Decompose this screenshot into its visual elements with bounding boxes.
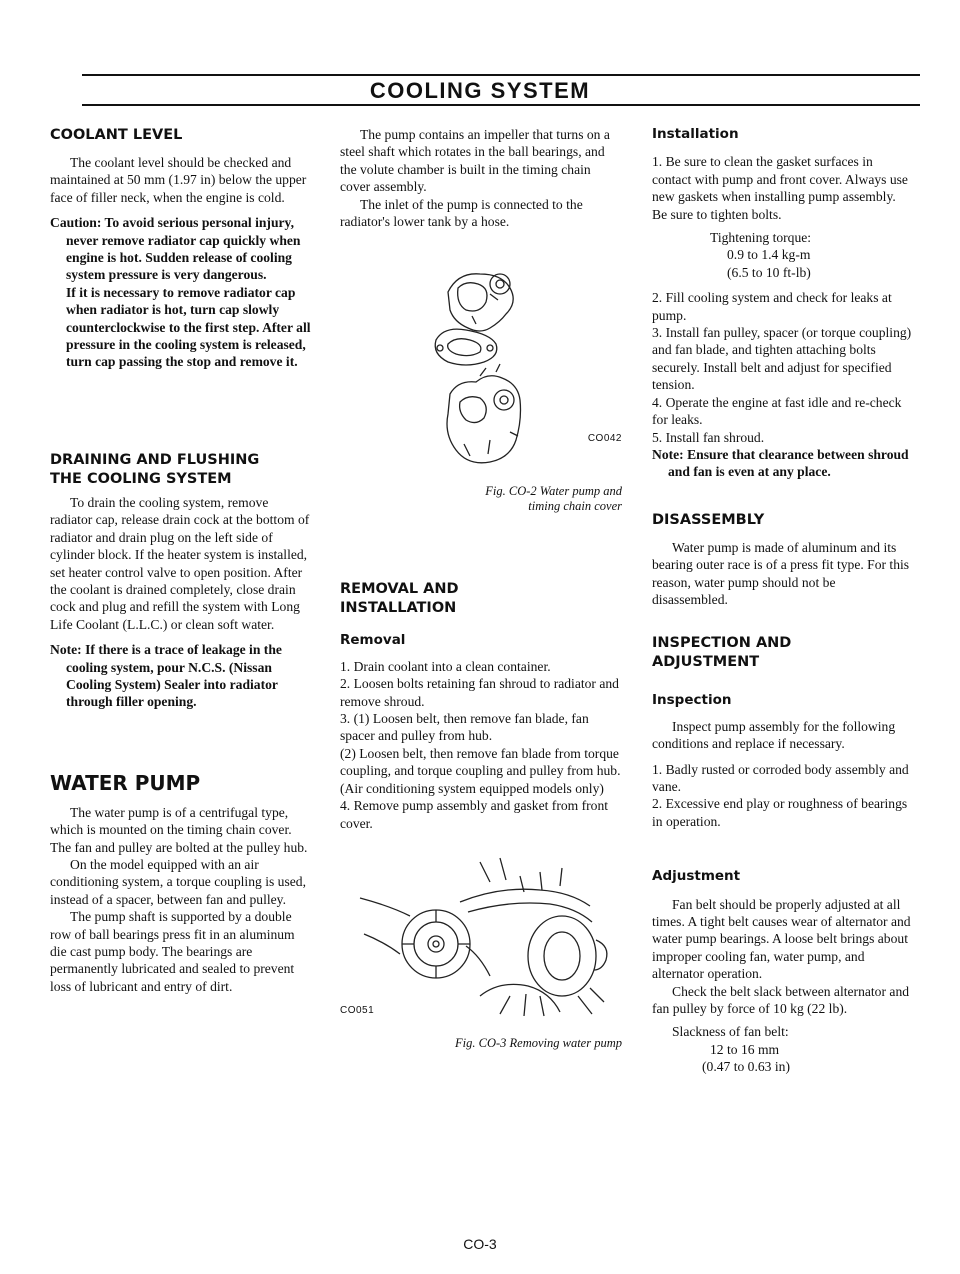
inspection-adjustment-heading-1: INSPECTION AND [652, 635, 792, 652]
inspection-subheading: Inspection [652, 692, 732, 709]
belt-slack-check-text: Check the belt slack between alternator and fan pulley by force of 10 kg (22 lb). [652, 983, 910, 1017]
column-left [50, 126, 312, 995]
draining-text: To drain the cooling system, remove radiator cap, release drain cock at the bottom of radiator and drain plug on the left side of cylinder block. If the heater system is installed, set heater control valve to open position. After the coolant is drained completely, close drain cock and plug and refill the system with Long Life Coolant (L.L.C.) or clean soft water. [50, 494, 310, 632]
tightening-torque-label: Tightening torque: [710, 230, 812, 246]
header-rule-bottom [82, 104, 920, 106]
installation-step-2: 2. Fill cooling system and check for leaks at pump. [652, 290, 892, 323]
installation-heading: Installation [652, 126, 739, 142]
figure-co2-caption-2: timing chain cover [528, 499, 622, 514]
header-rule-top [82, 74, 920, 76]
water-pump-heading: WATER PUMP [50, 770, 201, 795]
installation-step-4: 4. Operate the engine at fast idle and re-check for leaks. [652, 394, 902, 428]
page-number: CO-3 [463, 1236, 497, 1252]
coolant-level-heading: COOLANT LEVEL [50, 127, 183, 143]
adjustment-text: Fan belt should be properly adjusted at all times. A tight belt causes wear of alternator and water pump bearings. A loose belt brings about improper cooling fan, water pump, and alternator operation. [652, 896, 911, 982]
slackness-label: Slackness of fan belt: [672, 1024, 789, 1040]
removal-installation-heading-1: REMOVAL AND [340, 581, 459, 598]
water-pump-timing-cover-drawing [340, 244, 622, 474]
removal-step-4: 4. Remove pump assembly and gasket from front cover. [340, 798, 609, 831]
disassembly-text: Water pump is made of aluminum and its bearing outer race is of a press fit type. For this reason, water pump should not be disassembled. [652, 539, 910, 607]
water-pump-p2: On the model equipped with an air conditioning system, a torque coupling is used, instead of a spacer, between fan and pulley. [50, 856, 306, 907]
pump-impeller-text: The pump contains an impeller that turns on a steel shaft which rotates in the ball bearings, and the volute chamber is built in the timing chain cover assembly. [340, 127, 610, 195]
draining-heading-1: DRAINING AND FLUSHING [50, 451, 260, 468]
figure-co2-code: CO042 [587, 433, 622, 445]
figure-co2-caption-1: Fig. CO-2 Water pump and [485, 484, 622, 499]
installation-step-5: 5. Install fan shroud. [652, 429, 765, 445]
removal-step-1: 1. Drain coolant into a clean container. [340, 658, 551, 674]
removal-step-3a: 3. (1) Loosen belt, then remove fan blade, fan spacer and pulley from hub. [340, 711, 589, 744]
removal-step-3b: (2) Loosen belt, then remove fan blade from torque coupling, and torque coupling and pulley from hub. [340, 745, 621, 779]
figure-co3 [340, 846, 622, 1022]
removal-step-2: 2. Loosen bolts retaining fan shroud to radiator and remove shroud. [340, 676, 619, 709]
figure-co2 [340, 244, 622, 484]
draining-note: Note: If there is a trace of leakage in the cooling system, pour N.C.S. (Nissan Cooling System) Sealer into radiator through filler opening. [50, 642, 282, 710]
coolant-caution-2: If it is necessary to remove radiator cap when radiator is hot, turn cap slowly counterclockwise to the first step. After all pressure in the cooling system is released, turn cap passing the stop and remove it. [66, 284, 311, 370]
page-title: COOLING SYSTEM [369, 78, 591, 103]
inspection-item-1: 1. Badly rusted or corroded body assembly and vane. [652, 761, 909, 794]
removal-subheading: Removal [340, 632, 406, 649]
coolant-caution: Caution: To avoid serious personal injury, never remove radiator cap quickly when engine is hot. Sudden release of cooling system pressure is very dangerous. [50, 215, 301, 283]
column-middle [340, 126, 622, 1051]
installation-note: Note: Ensure that clearance between shroud and fan is even at any place. [652, 446, 909, 480]
column-right [652, 126, 912, 1076]
water-pump-p1: The water pump is of a centrifugal type, which is mounted on the timing chain cover. The fan and pulley are bolted at the pulley hub. [50, 804, 308, 855]
inspection-text: Inspect pump assembly for the following conditions and replace if necessary. [652, 718, 896, 752]
tightening-torque-imperial: (6.5 to 10 ft-lb) [727, 264, 811, 280]
coolant-level-text: The coolant level should be checked and maintained at 50 mm (1.97 in) below the upper face of filler neck, when the engine is cold. [50, 155, 307, 205]
tightening-torque-metric: 0.9 to 1.4 kg-m [727, 247, 811, 263]
removing-water-pump-drawing [340, 846, 622, 1022]
draining-heading-2: THE COOLING SYSTEM [50, 470, 232, 487]
pump-inlet-text: The inlet of the pump is connected to the radiator's lower tank by a hose. [340, 196, 583, 230]
slackness-imperial: (0.47 to 0.63 in) [702, 1059, 790, 1075]
figure-co3-caption: Fig. CO-3 Removing water pump [455, 1035, 622, 1050]
inspection-item-2: 2. Excessive end play or roughness of bearings in operation. [652, 796, 908, 829]
water-pump-p3: The pump shaft is supported by a double row of ball bearings press fit in an aluminum die cast pump body. The bearings are permanently lubricated and sealed to prevent loss of lubricant and entry of dirt. [50, 909, 295, 994]
inspection-adjustment-heading-2: ADJUSTMENT [652, 654, 760, 671]
adjustment-subheading: Adjustment [652, 868, 741, 885]
installation-step-3: 3. Install fan pulley, spacer (or torque coupling) and fan blade, and tighten attaching bolts securely. Install belt and adjust for specified tension. [652, 325, 912, 393]
disassembly-heading: DISASSEMBLY [652, 511, 765, 528]
removal-installation-heading-2: INSTALLATION [340, 600, 457, 617]
installation-step-1: 1. Be sure to clean the gasket surfaces in contact with pump and front cover. Always use new gaskets when installing pump assembly. Be sure to tighten bolts. [652, 154, 908, 222]
figure-co3-code: CO051 [340, 1004, 375, 1016]
slackness-metric: 12 to 16 mm [710, 1041, 780, 1057]
removal-step-3-note: (Air conditioning system equipped models only) [340, 780, 604, 796]
